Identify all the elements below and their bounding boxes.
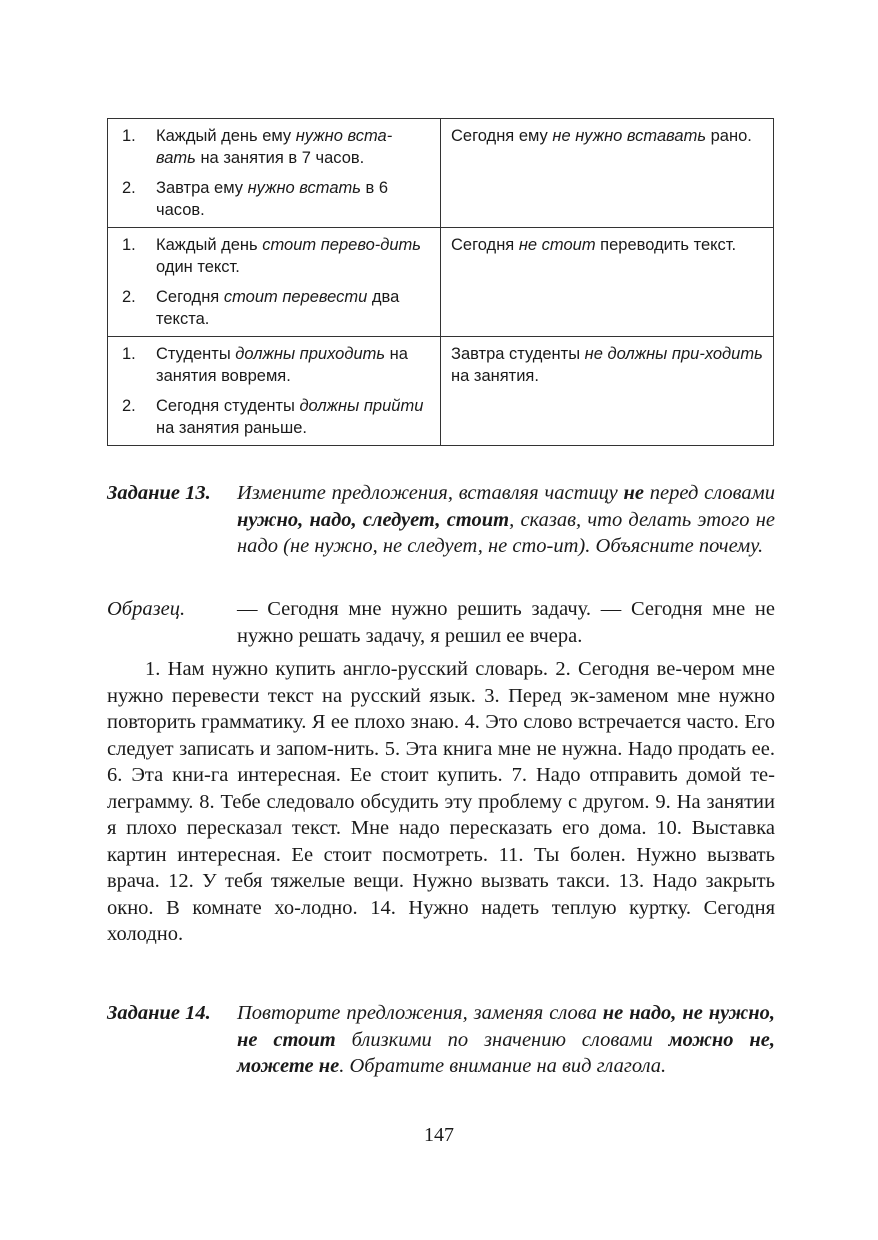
task-14-instruction: Повторите предложения, заменяя слова не надо, не нужно, не стоит близкими по значению словами можно не, можете не. Обратите внимание на вид глагола. bbox=[237, 1002, 775, 1077]
table-row bbox=[108, 119, 774, 228]
table-cell-left bbox=[108, 337, 441, 446]
example-block bbox=[107, 596, 775, 649]
table-row bbox=[108, 337, 774, 446]
item-text: Каждый день стоит перево-дить один текст. bbox=[156, 236, 421, 276]
page-number: 147 bbox=[424, 1124, 454, 1146]
item-text: Каждый день ему нужно вста-вать на занятия в 7 часов. bbox=[156, 127, 393, 167]
task-13-label: Задание 13. bbox=[107, 482, 211, 504]
table-cell-right: Сегодня ему не нужно вставать рано. bbox=[441, 119, 774, 228]
table-cell-left bbox=[108, 228, 441, 337]
task-14 bbox=[107, 1000, 775, 1080]
table-row bbox=[108, 228, 774, 337]
list-item bbox=[118, 395, 430, 439]
task-13 bbox=[107, 480, 775, 560]
list-item bbox=[118, 286, 430, 330]
table-cell-left bbox=[108, 119, 441, 228]
exercise-text: 1. Нам нужно купить англо-русский словарь. 2. Сегодня ве-чером мне нужно перевести текст на русский язык. 3. Перед эк-заменом мне нужно повторить грамматику. Я ее плохо знаю. 4. Это слово встречается часто. Его следует записать и запом-нить. 5. Эта книга мне не нужна. Надо продать ее. 6. Эта кни-га интересная. Ее стоит купить. 7. Надо отправить домой те-леграмму. 8. Тебе следовало обсудить эту проблему с другом. 9. На занятии я плохо пересказал текст. Мне надо пересказать его дома. 10. Выставка картин интересная. Ее стоит посмотреть. 11. Ты болен. Нужно вызвать врача. 12. У тебя тяжелые вещи. Нужно вызвать такси. 13. Надо закрыть окно. В комнате хо-лодно. 14. Нужно надеть теплую куртку. Сегодня холодно. bbox=[107, 658, 775, 945]
example-label: Образец. bbox=[107, 598, 186, 620]
list-item bbox=[118, 177, 430, 221]
item-number: 1. bbox=[122, 345, 136, 363]
item-number: 2. bbox=[122, 179, 136, 197]
table-cell-right: Сегодня не стоит переводить текст. bbox=[441, 228, 774, 337]
examples-table bbox=[107, 118, 774, 446]
example-text: — Сегодня мне нужно решить задачу. — Сегодня мне не нужно решать задачу, я решил ее вчера. bbox=[237, 598, 775, 647]
task-13-instruction: Измените предложения, вставляя частицу не перед словами нужно, надо, следует, стоит, сказав, что делать этого не надо (не нужно, не следует, не сто-ит). Объясните почему. bbox=[237, 482, 775, 557]
item-number: 1. bbox=[122, 236, 136, 254]
item-number: 1. bbox=[122, 127, 136, 145]
list-item bbox=[118, 343, 430, 387]
table-cell-right: Завтра студенты не должны при-ходить на занятия. bbox=[441, 337, 774, 446]
item-text: Сегодня стоит перевести два текста. bbox=[156, 288, 400, 328]
list-item bbox=[118, 125, 430, 169]
task-14-label: Задание 14. bbox=[107, 1002, 211, 1024]
item-number: 2. bbox=[122, 288, 136, 306]
item-text: Завтра ему нужно встать в 6 часов. bbox=[156, 179, 389, 219]
item-number: 2. bbox=[122, 397, 136, 415]
item-text: Сегодня студенты должны прийти на занятия раньше. bbox=[156, 397, 424, 437]
item-text: Студенты должны приходить на занятия вовремя. bbox=[156, 345, 408, 385]
list-item bbox=[118, 234, 430, 278]
